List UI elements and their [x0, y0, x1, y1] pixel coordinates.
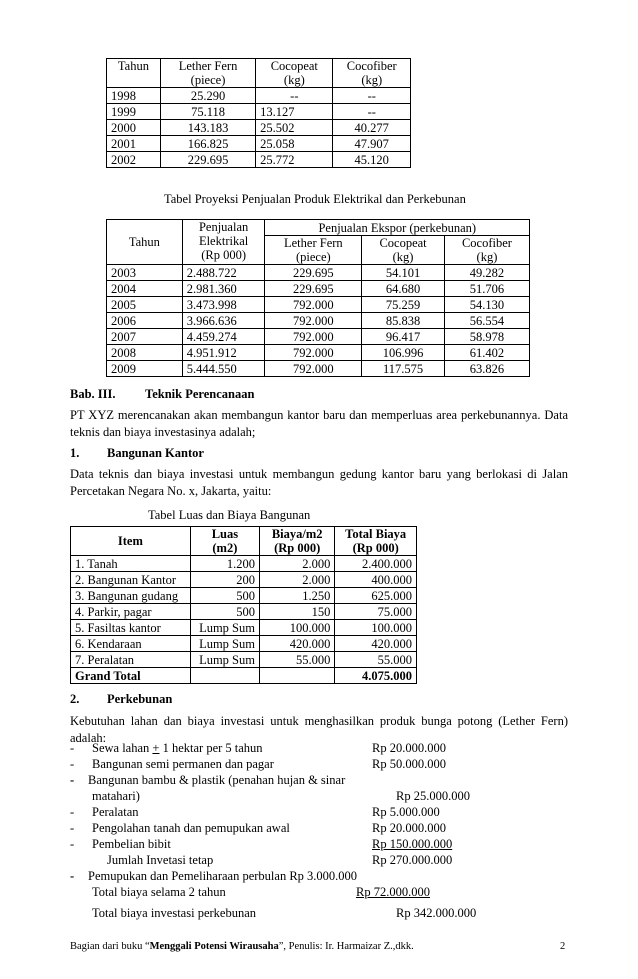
table-header-cell: Penjualan Elektrikal (Rp 000) — [182, 220, 265, 265]
list-item: Bangunan semi permanen dan pagar — [92, 757, 274, 771]
table-cell: 61.402 — [444, 345, 529, 361]
table-header-cell: Tahun — [107, 220, 183, 265]
table-row — [71, 636, 417, 652]
table-cell: 200 — [190, 572, 259, 588]
table-cell: 6. Kendaraan — [71, 636, 191, 652]
building-table-caption: Tabel Luas dan Biaya Bangunan — [148, 508, 311, 522]
table-cell: 25.772 — [256, 152, 333, 168]
grand-total-row — [71, 668, 417, 684]
table-header-row — [107, 220, 530, 236]
list-bullet: - — [70, 773, 75, 787]
table-cell: 51.706 — [444, 281, 529, 297]
table-row — [107, 361, 530, 377]
table-cell: 13.127 — [256, 104, 333, 120]
table-cell: 2.400.000 — [335, 556, 417, 572]
table-cell: 5.444.550 — [182, 361, 265, 377]
table-cell: 792.000 — [265, 313, 362, 329]
table-header-cell: Penjualan Ekspor (perkebunan) — [265, 220, 530, 236]
table-row — [71, 572, 417, 588]
table-cell: 792.000 — [265, 345, 362, 361]
table-cell: 229.695 — [265, 265, 362, 281]
table-header-cell: Tahun — [107, 59, 161, 88]
subsection-text: Kebutuhan lahan dan biaya investasi untuk menghasilkan produk bunga potong (Lether Fern) adalah: — [70, 714, 568, 745]
table-cell: 792.000 — [265, 361, 362, 377]
table-row — [71, 588, 417, 604]
table-cell: 40.277 — [333, 120, 411, 136]
table-cell: 500 — [190, 604, 259, 620]
table-cell: Lump Sum — [190, 652, 259, 668]
table-row — [71, 652, 417, 668]
list-item: Sewa lahan + 1 hektar per 5 tahun — [92, 741, 263, 755]
table-cell: 1999 — [107, 104, 161, 120]
list-item-value: Rp 150.000.000 — [372, 837, 453, 851]
table-cell: 150 — [259, 604, 334, 620]
total-value: Rp 342.000.000 — [396, 906, 477, 920]
table-header-cell: Lether Fern (piece) — [160, 59, 255, 88]
subsection-number: 1. — [70, 446, 80, 460]
table-cell: -- — [333, 88, 411, 104]
table-row — [107, 136, 411, 152]
table-row — [107, 281, 530, 297]
list-item: Pembelian bibit — [92, 837, 171, 851]
table-cell: 1.250 — [259, 588, 334, 604]
table-cell: 1.200 — [190, 556, 259, 572]
table-cell: 229.695 — [265, 281, 362, 297]
subsection-title: Bangunan Kantor — [107, 446, 204, 460]
table-header-cell: Cocofiber (kg) — [333, 59, 411, 88]
table-cell: 96.417 — [362, 329, 445, 345]
table-cell: 2000 — [107, 120, 161, 136]
table-cell — [190, 668, 259, 684]
table-row — [107, 152, 411, 168]
table-row — [71, 604, 417, 620]
table-cell: 117.575 — [362, 361, 445, 377]
table-cell: 625.000 — [335, 588, 417, 604]
subsection-title: Perkebunan — [107, 692, 173, 706]
table-header-row — [71, 527, 417, 556]
table-cell: 2003 — [107, 265, 183, 281]
table-cell: 25.058 — [256, 136, 333, 152]
section-intro: PT XYZ merencanakan akan membangun kantor baru dan memperluas area perkebunannya. Data teknis dan biaya investasinya adalah; — [70, 408, 568, 439]
table-cell: 3.966.636 — [182, 313, 265, 329]
table-cell: 2007 — [107, 329, 183, 345]
table-cell: 2.488.722 — [182, 265, 265, 281]
table-row — [107, 313, 530, 329]
list-bullet: - — [70, 757, 75, 771]
page-footer: Bagian dari buku “Menggali Potensi Wirausaha”, Penulis: Ir. Harmaizar Z.,dkk. — [70, 941, 414, 952]
table-header-cell: Total Biaya (Rp 000) — [335, 527, 417, 556]
list-item: Bangunan bambu & plastik (penahan hujan & sinar — [88, 773, 346, 787]
table-cell: 47.907 — [333, 136, 411, 152]
table-cell: Lump Sum — [190, 636, 259, 652]
grand-total-value: 4.075.000 — [335, 668, 417, 684]
list-item: Pemupukan dan Pemeliharaan perbulan Rp 3.000.000 — [88, 869, 358, 883]
table-cell: Lump Sum — [190, 620, 259, 636]
table-cell: 500 — [190, 588, 259, 604]
table-cell: 55.000 — [335, 652, 417, 668]
table-cell: 100.000 — [335, 620, 417, 636]
table-cell: 25.502 — [256, 120, 333, 136]
table-cell: 25.290 — [160, 88, 255, 104]
table-cell: 75.118 — [160, 104, 255, 120]
list-item-value: Rp 50.000.000 — [372, 757, 446, 771]
list-item-value: Rp 5.000.000 — [372, 805, 440, 819]
table-cell: 166.825 — [160, 136, 255, 152]
table-header-cell: Cocofiber (kg) — [444, 236, 529, 265]
table-cell: 3. Bangunan gudang — [71, 588, 191, 604]
table-cell: 420.000 — [335, 636, 417, 652]
table-cell: 2008 — [107, 345, 183, 361]
table-cell: 4. Parkir, pagar — [71, 604, 191, 620]
table-cell: 2.981.360 — [182, 281, 265, 297]
projection-table-caption: Tabel Proyeksi Penjualan Produk Elektrikal dan Perkebunan — [164, 192, 466, 206]
table-cell: 75.259 — [362, 297, 445, 313]
table-cell: 2.000 — [259, 572, 334, 588]
table-cell: 792.000 — [265, 297, 362, 313]
table-row — [107, 265, 530, 281]
list-item-value: Rp 20.000.000 — [372, 741, 446, 755]
table-cell: -- — [256, 88, 333, 104]
list-bullet: - — [70, 741, 75, 755]
page-number: 2 — [560, 941, 566, 952]
table-cell: 2.000 — [259, 556, 334, 572]
building-cost-table — [70, 526, 417, 684]
table-cell: 229.695 — [160, 152, 255, 168]
table-cell: 64.680 — [362, 281, 445, 297]
table-cell: 54.101 — [362, 265, 445, 281]
table-cell: 54.130 — [444, 297, 529, 313]
table-row — [107, 329, 530, 345]
table-cell: 143.183 — [160, 120, 255, 136]
table-header-cell: Biaya/m2 (Rp 000) — [259, 527, 334, 556]
production-table — [106, 58, 411, 168]
grand-total-label: Grand Total — [71, 668, 191, 684]
table-cell: 45.120 — [333, 152, 411, 168]
list-item-value: Rp 25.000.000 — [396, 789, 470, 803]
table-cell: 75.000 — [335, 604, 417, 620]
subsection-text: Data teknis dan biaya investasi untuk membangun gedung kantor baru yang berlokasi di Jalan Percetakan Negara No. x, Jakarta, yaitu: — [70, 467, 568, 498]
table-cell: 2001 — [107, 136, 161, 152]
total-label: Total biaya investasi perkebunan — [92, 906, 257, 920]
list-item: Peralatan — [92, 805, 139, 819]
projection-table — [106, 219, 530, 377]
table-cell: 7. Peralatan — [71, 652, 191, 668]
table-cell: 85.838 — [362, 313, 445, 329]
table-cell: 56.554 — [444, 313, 529, 329]
table-cell: 49.282 — [444, 265, 529, 281]
table-cell: 2. Bangunan Kantor — [71, 572, 191, 588]
table-cell: 55.000 — [259, 652, 334, 668]
list-bullet: - — [70, 837, 75, 851]
table-cell: 2002 — [107, 152, 161, 168]
table-cell: 400.000 — [335, 572, 417, 588]
table-cell: 4.951.912 — [182, 345, 265, 361]
subsection-number: 2. — [70, 692, 80, 706]
table-header-cell: Cocopeat (kg) — [256, 59, 333, 88]
list-bullet: - — [70, 869, 75, 883]
table-cell: 2004 — [107, 281, 183, 297]
table-row — [107, 297, 530, 313]
table-header-cell: Luas (m2) — [190, 527, 259, 556]
table-row — [71, 556, 417, 572]
table-header-cell: Lether Fern (piece) — [265, 236, 362, 265]
subtotal-value: Rp 270.000.000 — [372, 853, 453, 867]
subtotal-value: Rp 72.000.000 — [356, 885, 430, 899]
table-cell: 106.996 — [362, 345, 445, 361]
table-row — [71, 620, 417, 636]
table-cell: 2005 — [107, 297, 183, 313]
subtotal-label: Total biaya selama 2 tahun — [92, 885, 226, 899]
table-cell: 420.000 — [259, 636, 334, 652]
list-item: Pengolahan tanah dan pemupukan awal — [92, 821, 290, 835]
table-row — [107, 104, 411, 120]
list-bullet: - — [70, 821, 75, 835]
section-number: Bab. III. — [70, 387, 116, 401]
table-cell: 58.978 — [444, 329, 529, 345]
table-cell: 100.000 — [259, 620, 334, 636]
table-header-cell: Item — [71, 527, 191, 556]
table-cell: 2009 — [107, 361, 183, 377]
table-cell: 5. Fasiltas kantor — [71, 620, 191, 636]
table-cell: 4.459.274 — [182, 329, 265, 345]
table-cell — [259, 668, 334, 684]
list-bullet: - — [70, 805, 75, 819]
table-header-row — [107, 59, 411, 88]
table-row — [107, 88, 411, 104]
table-cell: 2006 — [107, 313, 183, 329]
table-cell: 1. Tanah — [71, 556, 191, 572]
subtotal-label: Jumlah Invetasi tetap — [107, 853, 214, 867]
table-cell: 3.473.998 — [182, 297, 265, 313]
table-row — [107, 345, 530, 361]
table-cell: 792.000 — [265, 329, 362, 345]
table-cell: -- — [333, 104, 411, 120]
table-cell: 63.826 — [444, 361, 529, 377]
table-header-cell: Cocopeat (kg) — [362, 236, 445, 265]
table-row — [107, 120, 411, 136]
table-cell: 1998 — [107, 88, 161, 104]
section-title: Teknik Perencanaan — [145, 387, 255, 401]
list-item: matahari) — [92, 789, 140, 803]
list-item-value: Rp 20.000.000 — [372, 821, 446, 835]
